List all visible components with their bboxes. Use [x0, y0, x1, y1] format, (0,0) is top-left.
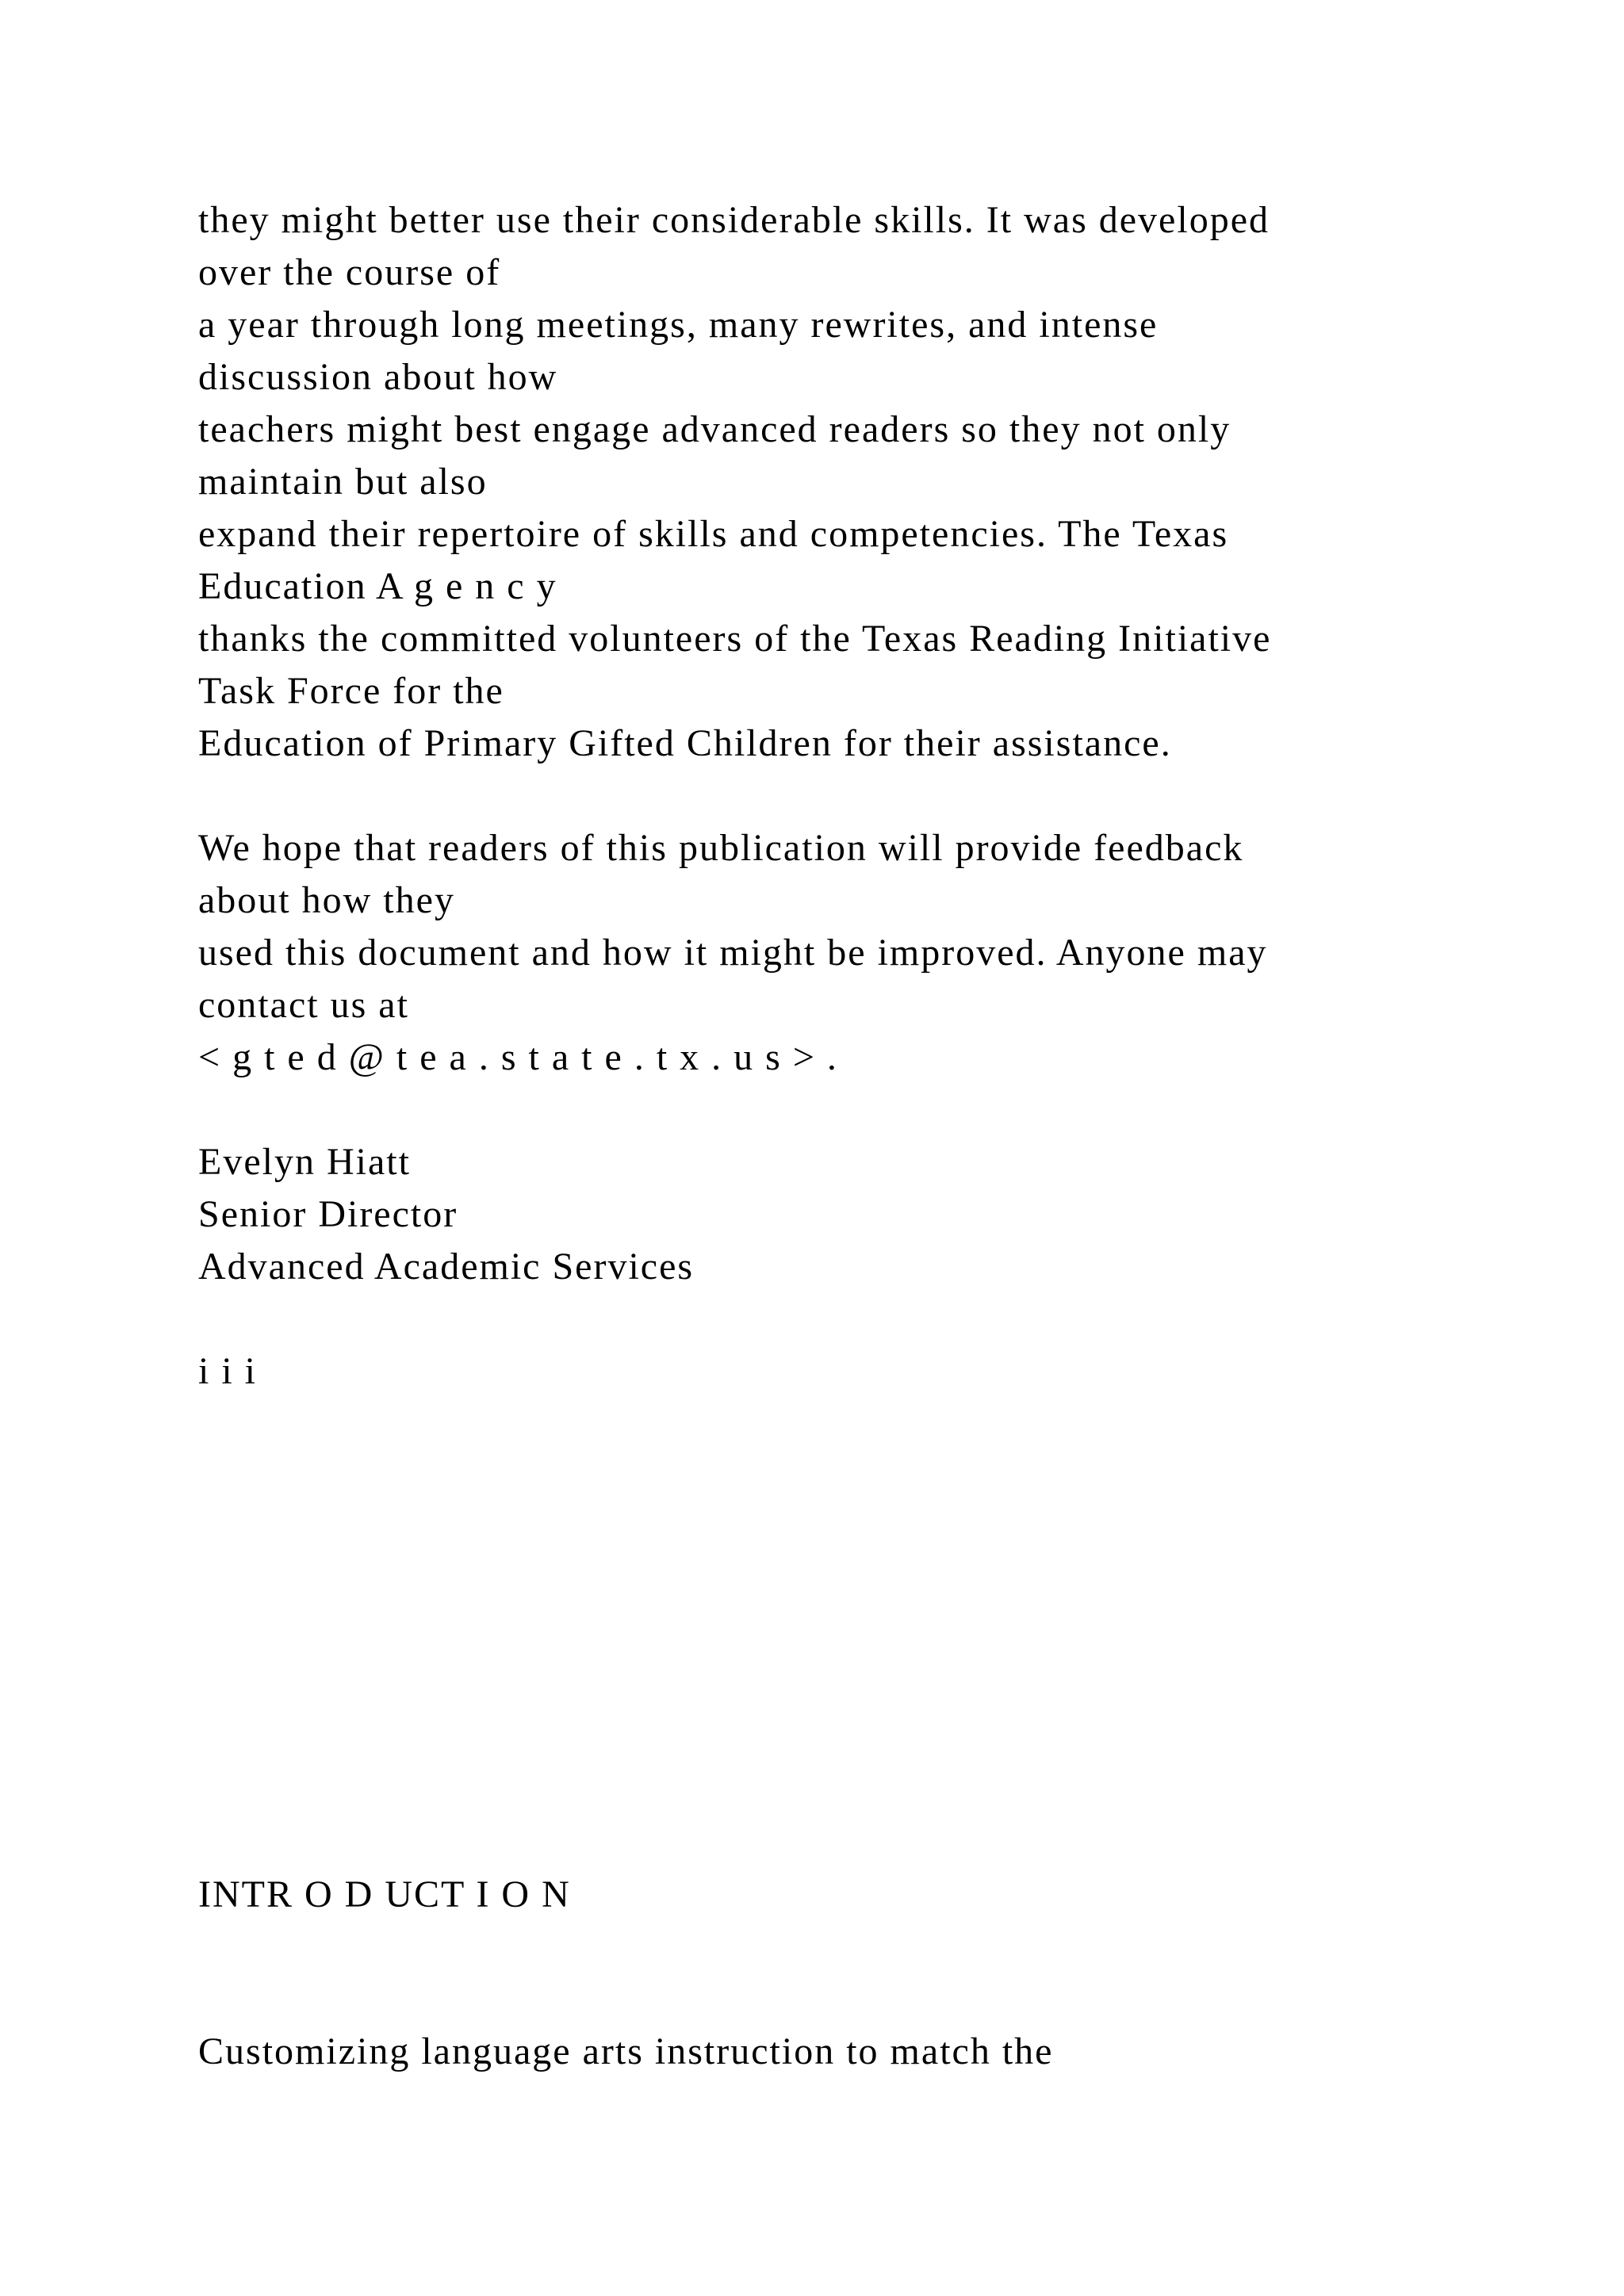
section-heading: INTR O D UCT I O N	[198, 1873, 571, 1915]
paragraph-2-line-2: about how they	[198, 879, 455, 921]
paragraph-1-line-5: teachers might best engage advanced readers so they not only	[198, 408, 1231, 450]
signature-title: Senior Director	[198, 1193, 458, 1235]
section-first-line: Customizing language arts instruction to match the	[198, 2030, 1054, 2072]
paragraph-1-line-10: Task Force for the	[198, 670, 504, 712]
contact-email: < g t e d @ t e a . s t a t e . t x . u s > .	[198, 1036, 838, 1078]
signature-department: Advanced Academic Services	[198, 1246, 695, 1288]
paragraph-1-line-8: Education A g e n c y	[198, 565, 557, 607]
paragraph-1-line-2: over the course of	[198, 251, 501, 293]
paragraph-1-line-6: maintain but also	[198, 461, 488, 503]
paragraph-1-line-3: a year through long meetings, many rewrites, and intense	[198, 304, 1159, 346]
paragraph-2-line-1: We hope that readers of this publication will provide feedback	[198, 827, 1244, 869]
paragraph-1-line-4: discussion about how	[198, 356, 558, 398]
paragraph-1-line-1: they might better use their considerable skills. It was developed	[198, 199, 1270, 241]
paragraph-2-line-3: used this document and how it might be improved. Anyone may	[198, 932, 1268, 974]
paragraph-2-line-4: contact us at	[198, 984, 409, 1026]
signature-name: Evelyn Hiatt	[198, 1141, 411, 1183]
page-number: i i i	[198, 1350, 258, 1392]
paragraph-1-line-7: expand their repertoire of skills and competencies. The Texas	[198, 513, 1229, 555]
paragraph-1-line-11: Education of Primary Gifted Children for their assistance.	[198, 722, 1172, 764]
paragraph-1-line-9: thanks the committed volunteers of the Texas Reading Initiative	[198, 618, 1272, 660]
